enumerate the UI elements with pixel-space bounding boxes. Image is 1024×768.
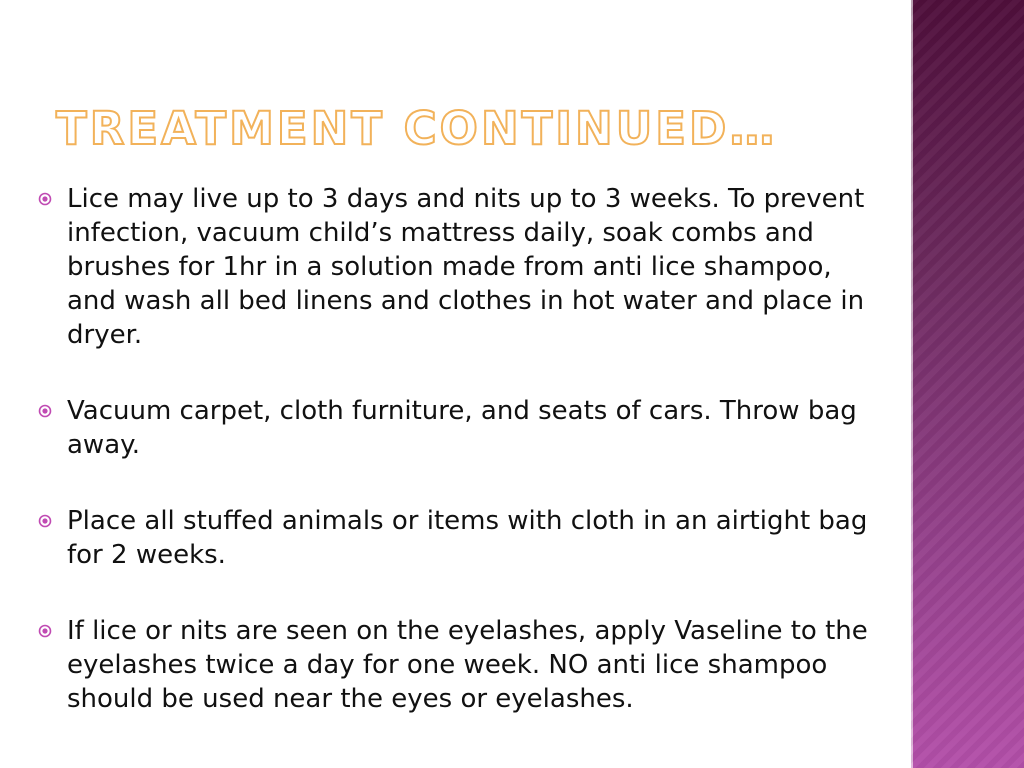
bullet-text: Vacuum carpet, cloth furniture, and seats of cars. Throw bag away. xyxy=(67,396,857,460)
target-bullet-icon xyxy=(38,514,52,528)
target-bullet-icon xyxy=(38,192,52,206)
decorative-side-band xyxy=(911,0,1024,768)
bullet-list xyxy=(38,182,888,716)
bullet-item xyxy=(38,504,888,572)
target-bullet-icon xyxy=(38,624,52,638)
target-bullet-icon xyxy=(38,404,52,418)
slide-title: TREATMENT CONTINUED… xyxy=(56,102,778,155)
bullet-text: Place all stuffed animals or items with cloth in an airtight bag for 2 weeks. xyxy=(67,506,868,570)
bullet-item xyxy=(38,394,888,462)
bullet-item xyxy=(38,614,888,716)
bullet-item xyxy=(38,182,888,352)
bullet-text: Lice may live up to 3 days and nits up to 3 weeks. To prevent infection, vacuum child’s mattress daily, soak combs and brushes for 1hr in a solution made from anti lice shampoo, and wash all bed linens and clothes in hot water and place in dryer. xyxy=(67,184,865,350)
bullet-text: If lice or nits are seen on the eyelashes, apply Vaseline to the eyelashes twice a day for one week. NO anti lice shampoo should be used near the eyes or eyelashes. xyxy=(67,616,868,714)
